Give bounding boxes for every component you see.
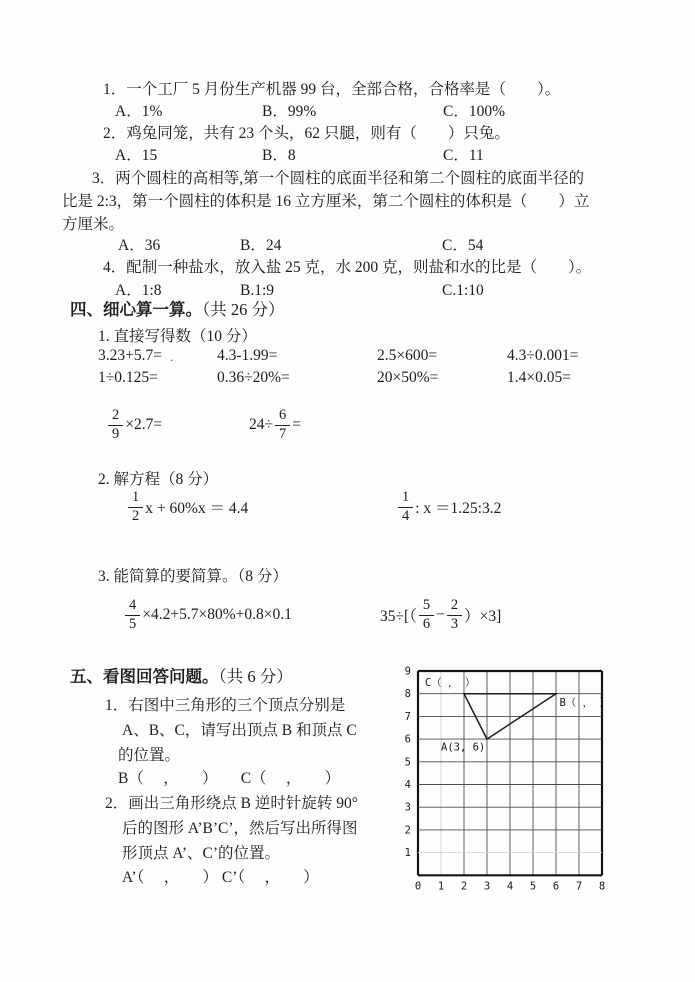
question-1-option-c: C．100% bbox=[443, 103, 506, 120]
simplify-expression-2: 35÷[（ $\frac{5}{6}$ − $\frac{2}{3}$ ）×3] bbox=[380, 596, 502, 632]
section-5-heading-points: （共 6 分） bbox=[218, 667, 293, 686]
section-4-heading-points: （共 26 分） bbox=[202, 300, 285, 319]
svg-text:2: 2 bbox=[460, 880, 468, 893]
svg-text:1: 1 bbox=[437, 880, 445, 893]
fraction-2-3: $\frac{2}{3}$ bbox=[447, 598, 462, 632]
question-1-option-b: B．99% bbox=[262, 103, 317, 120]
fraction-2-9: $\frac{2}{9}$ bbox=[108, 408, 123, 442]
calc-r1c1: 3.23+5.7= bbox=[98, 347, 162, 364]
equation-1: $\frac{1}{2}$ x + 60%x ＝ 4.4 bbox=[128, 486, 250, 528]
svg-text:1: 1 bbox=[404, 847, 411, 860]
question-4-option-a: A．1:8 bbox=[115, 282, 162, 299]
question-2-option-a: A．15 bbox=[115, 147, 158, 164]
svg-text:6: 6 bbox=[404, 733, 411, 746]
question-3-option-b: B．24 bbox=[240, 237, 282, 254]
section-5-q1-line1: 1．右图中三角形的三个顶点分别是 bbox=[105, 697, 346, 714]
question-4-text: 4．配制一种盐水，放入盐 25 克，水 200 克，则盐和水的比是（ ）。 bbox=[103, 259, 592, 276]
svg-text:6: 6 bbox=[552, 880, 560, 893]
fraction-1-4: $\frac{1}{4}$ bbox=[398, 490, 413, 524]
coordinate-grid-figure bbox=[394, 660, 656, 904]
svg-text:5: 5 bbox=[404, 756, 411, 769]
fraction-1-2: $\frac{1}{2}$ bbox=[128, 490, 143, 524]
svg-text:C（ ， ）: C（ ， ） bbox=[424, 676, 476, 689]
calc-r2c2: 0.36÷20%= bbox=[217, 369, 290, 386]
svg-text:7: 7 bbox=[404, 710, 411, 723]
section-5-heading bbox=[70, 666, 293, 687]
svg-text:8: 8 bbox=[404, 688, 411, 701]
section-4-item-2-label: 2. 解方程（8 分） bbox=[98, 471, 219, 488]
calc-r1c2: 4.3-1.99= bbox=[217, 347, 278, 364]
section-4-item-1-label: 1. 直接写得数（10 分） bbox=[98, 328, 257, 345]
coordinate-grid-svg bbox=[394, 660, 656, 904]
section-5-q2-line2: 后的图形 A’B’C’，然后写出所得图 bbox=[122, 820, 358, 837]
question-2-option-b: B．8 bbox=[262, 147, 296, 164]
section-4-heading-title: 四、细心算一算。 bbox=[70, 300, 202, 319]
section-4-item-3-label: 3. 能简算的要简算。（8 分） bbox=[98, 568, 288, 585]
svg-text:4: 4 bbox=[404, 779, 411, 791]
fraction-6-7: $\frac{6}{7}$ bbox=[275, 408, 290, 442]
section-5-q2-line1: 2．画出三角形绕点 B 逆时针旋转 90° bbox=[105, 795, 358, 812]
svg-text:7: 7 bbox=[575, 880, 583, 893]
question-2-text: 2．鸡兔同笼，共有 23 个头，62 只腿，则有（ ）只兔。 bbox=[103, 125, 510, 142]
section-4-heading bbox=[70, 299, 285, 320]
svg-text:9: 9 bbox=[404, 665, 411, 678]
question-1-text: 1．一个工厂 5 月份生产机器 99 台，全部合格，合格率是（ ）。 bbox=[103, 81, 561, 98]
svg-text:4: 4 bbox=[506, 880, 514, 893]
question-3-text-line3: 方厘米。 bbox=[62, 216, 125, 233]
calc-r2c4: 1.4×0.05= bbox=[507, 369, 571, 386]
calc-r2c1: 1÷0.125= bbox=[98, 369, 158, 386]
simplify-expression-1: $\frac{4}{5}$ ×4.2+5.7×80%+0.8×0.1 bbox=[125, 592, 294, 638]
svg-text:B（ ， ）: B（ ， ） bbox=[559, 697, 610, 710]
svg-text:3: 3 bbox=[404, 801, 411, 814]
question-4-option-c: C.1:10 bbox=[442, 282, 484, 299]
calc-r2c3: 20×50%= bbox=[377, 369, 439, 386]
question-1-option-a: A．1% bbox=[115, 103, 163, 120]
question-3-option-a: A．36 bbox=[118, 237, 161, 254]
svg-text:0: 0 bbox=[414, 880, 422, 893]
section-5-q2-line3: 形顶点 A’、C’的位置。 bbox=[122, 845, 281, 862]
section-5-q1-line2: A、B、C，请写出顶点 B 和顶点 C bbox=[122, 722, 357, 739]
calc-r1c4: 4.3÷0.001= bbox=[507, 347, 579, 364]
question-2-option-c: C．11 bbox=[443, 147, 484, 164]
fraction-4-5: $\frac{4}{5}$ bbox=[125, 598, 140, 632]
section-5-q1-line3: 的位置。 bbox=[118, 747, 181, 764]
equation-2: $\frac{1}{4}$ : x ＝1.25:3.2 bbox=[398, 486, 503, 528]
svg-text:8: 8 bbox=[598, 880, 606, 893]
svg-text:A(3, 6): A(3, 6) bbox=[441, 741, 486, 754]
svg-text:5: 5 bbox=[529, 880, 537, 893]
calc-fraction-1: $\frac{2}{9}$ ×2.7= bbox=[108, 402, 164, 448]
section-5-q1-answer-blanks: B（ ， ） C（ ， ） bbox=[118, 770, 341, 787]
question-3-text-line2: 比是 2:3，第一个圆柱的体积是 16 立方厘米，第二个圆柱的体积是（ ）立 bbox=[62, 193, 590, 210]
question-3-text-line1: 3．两个圆柱的高相等,第一个圆柱的底面半径和第二个圆柱的底面半径的 bbox=[92, 170, 585, 187]
section-5-heading-title: 五、看图回答问题。 bbox=[70, 667, 219, 686]
section-5-q2-answer-blanks: A’（ ， ） C’（ ， ） bbox=[122, 869, 319, 886]
calc-r1c3: 2.5×600= bbox=[377, 347, 438, 364]
question-4-option-b: B.1:9 bbox=[240, 282, 275, 299]
svg-text:2: 2 bbox=[404, 824, 411, 837]
question-3-option-c: C．54 bbox=[442, 237, 484, 254]
calc-fraction-2: 24÷ $\frac{6}{7}$ = bbox=[249, 406, 302, 442]
svg-text:3: 3 bbox=[483, 880, 491, 893]
stray-dot-mark: . bbox=[170, 349, 174, 364]
fraction-5-6: $\frac{5}{6}$ bbox=[419, 598, 434, 632]
